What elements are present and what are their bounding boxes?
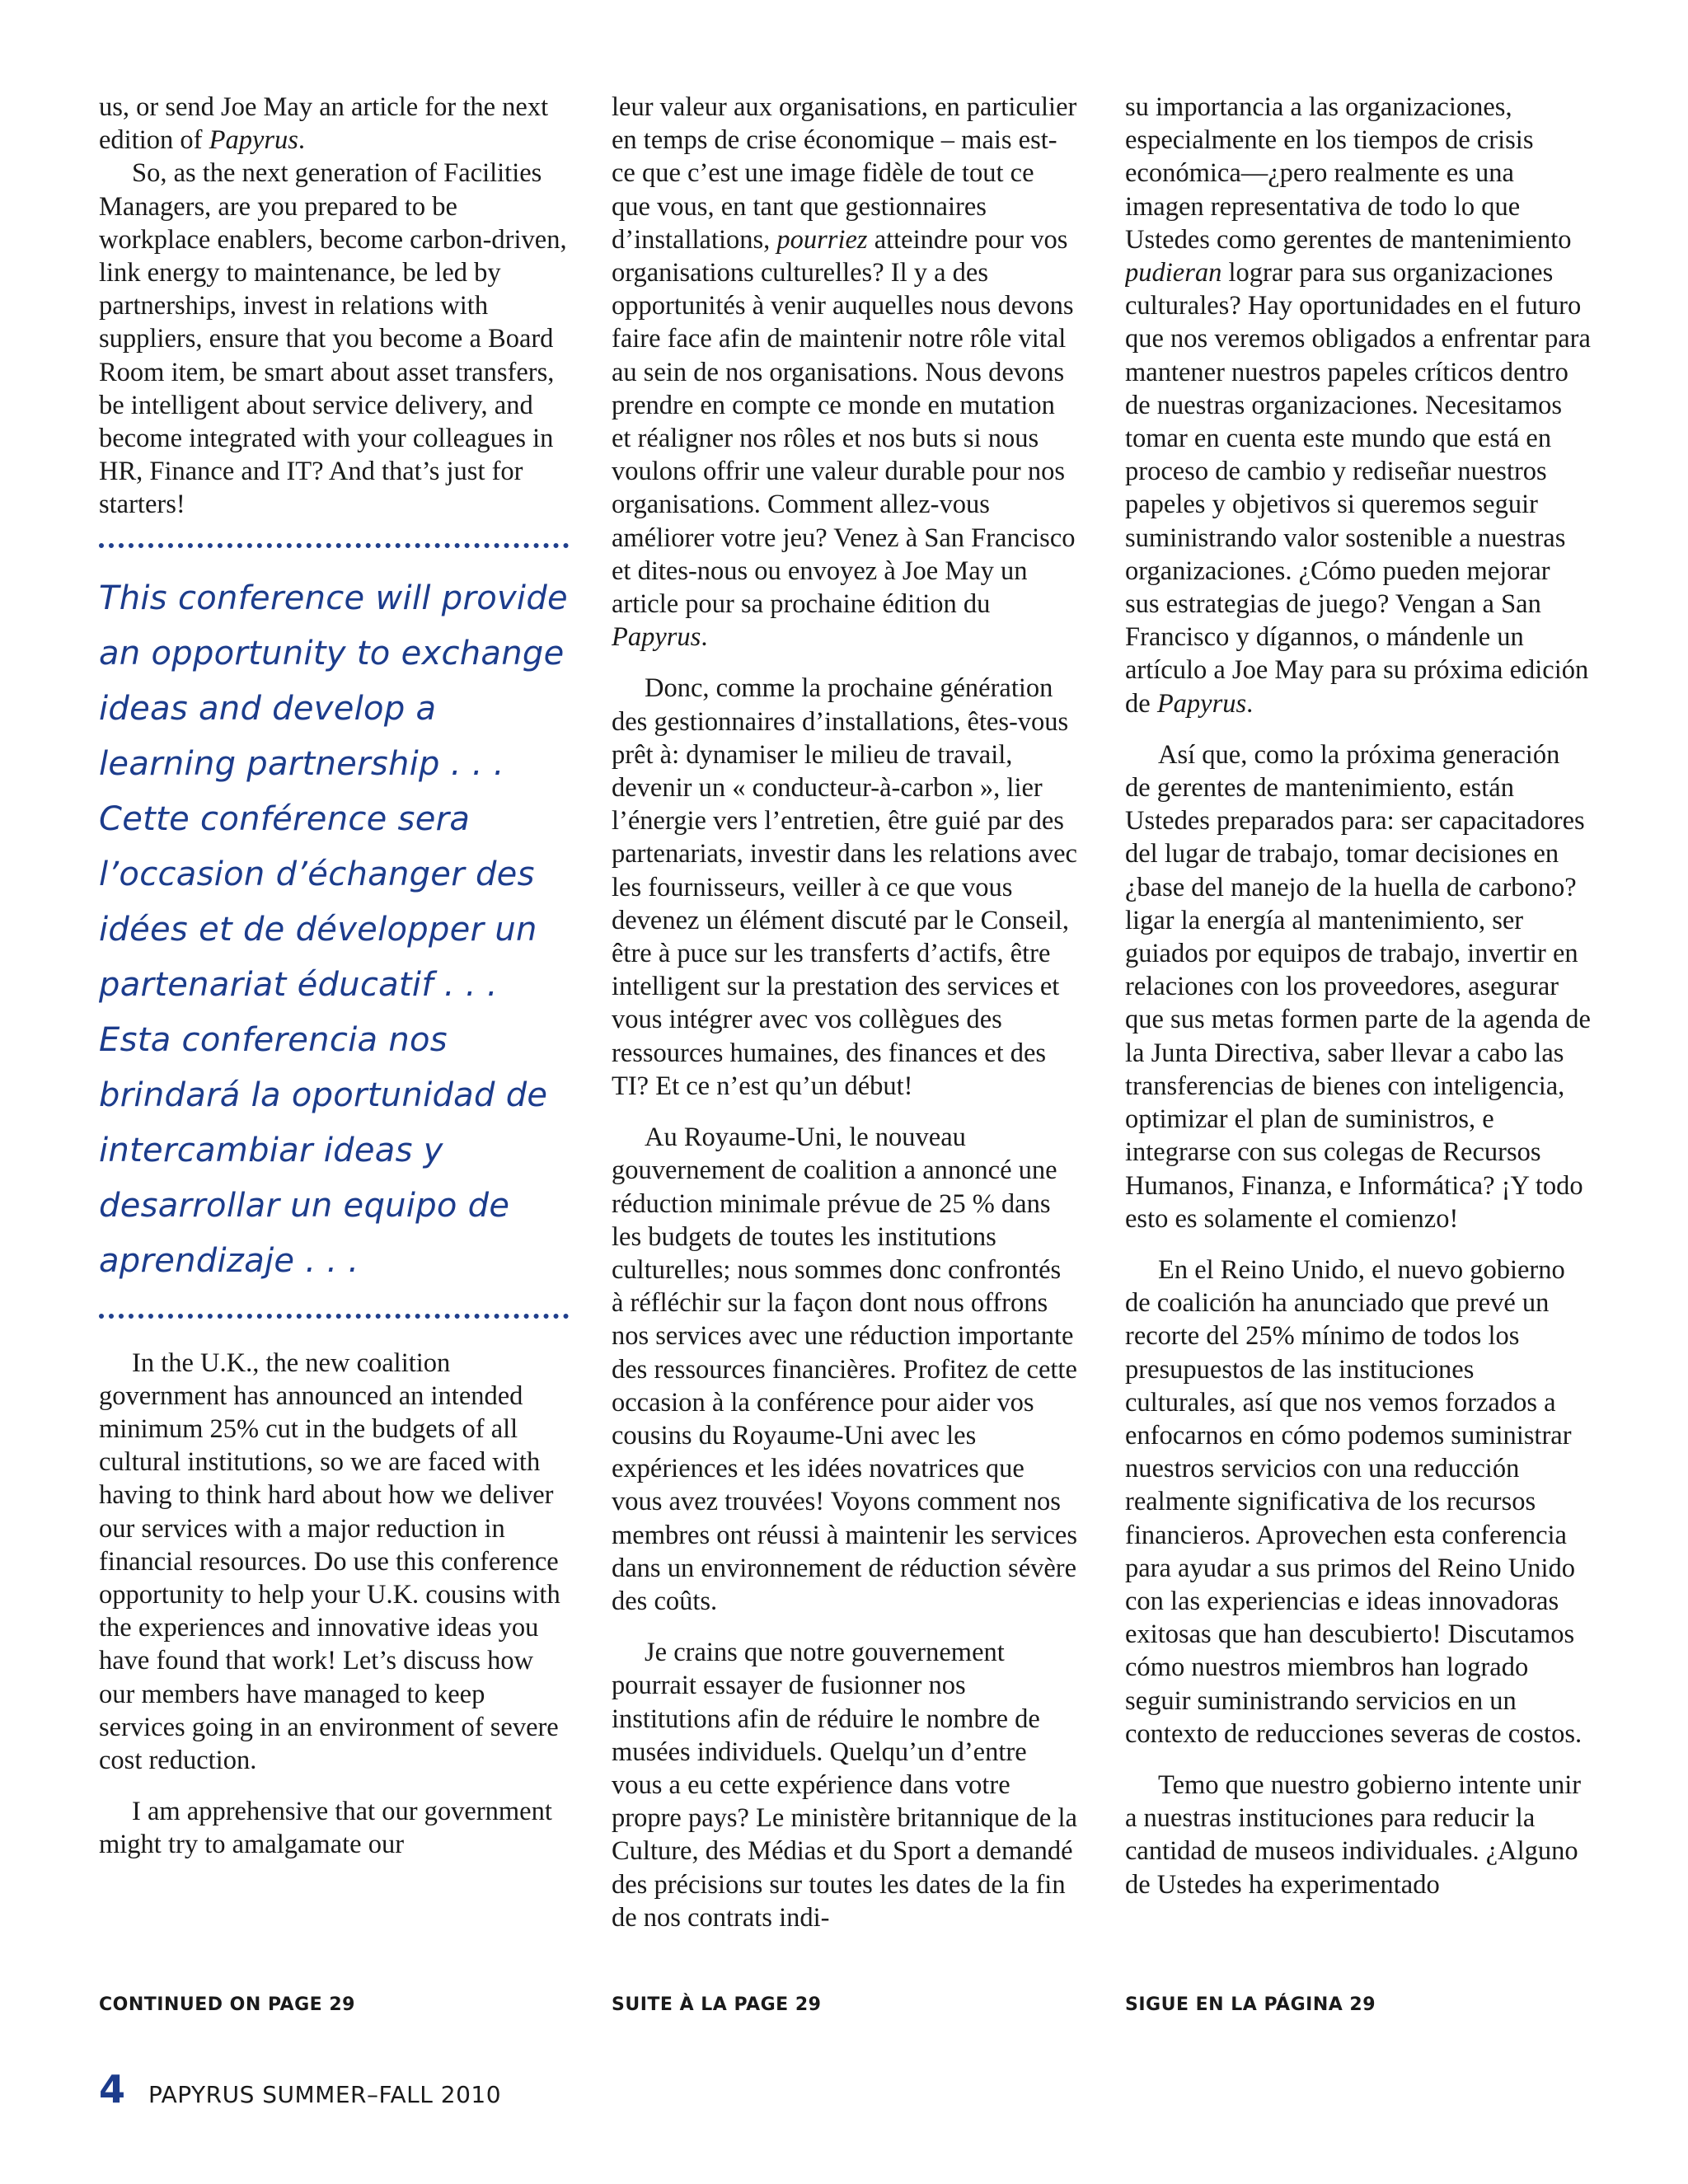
paragraph: En el Reino Unido, el nuevo gobierno de coalición ha anunciado que prevé un recorte del 25% mínimo de todos los presupuestos de las instituciones culturales, así que nos vemos forzados a enfocarnos en cómo podemos suministrar nuestros servicios con una reducción realmente significativa de los recursos financieros. Aprovechen esta conferencia para ayudar a sus primos del Reino Unido con las experiencias e ideas innovadoras exitosas que han descubierto! Discutamos cómo nuestros miembros han logrado seguir suministrando servicios en un contexto de reducciones severas de costos. [1125, 1254, 1582, 1749]
paragraph: So, as the next generation of Facilities Managers, are you prepared to be workplace enablers, become carbon-driven, link energy to maintenance, be led by partnerships, invest in relations with suppliers, ensure that you become a Board Room item, be smart about asset transfers, be intelligent about service delivery, and become integrated with your colleagues in HR, Finance and IT? And that’s just for starters! [99, 158, 567, 520]
page-number: 4 [99, 2067, 126, 2111]
pull-quote-french: Cette conférence sera l’occasion d’échanger des idées et de développer un partenariat éducatif . . . [99, 799, 537, 1004]
paragraph: Donc, comme la prochaine génération des gestionnaires d’installations, êtes-vous prêt à: dynamiser le milieu de travail, devenir un « conducteur-à-carbon », lier l’énergie vers l’entretien, être guié par des partenariats, investir dans les relations avec les fournisseurs, veiller à ce que vous devenez un élément discuté par le Conseil, être à puce sur les transferts d’actifs, être intelligent sur la prestation des services et vous intégrer avec vos collègues des ressources humaines, des finances et des TI? Et ce n’est qu’un début! [612, 673, 1077, 1101]
continued-label-spanish: SIGUE EN LA PÁGINA 29 [1125, 1994, 1376, 2015]
paragraph: I am apprehensive that our government might try to amalgamate our [99, 1797, 552, 1860]
paragraph: Temo que nuestro gobierno intente unir a nuestras instituciones para reducir la cantidad de museos individuales. ¿Alguno de Ustedes ha experimentado [1125, 1769, 1582, 1900]
paragraph: Así que, como la próxima generación de gerentes de mantenimiento, están Ustedes preparados para: ser capacitadores del lugar de trabajo, tomar decisiones en ¿base del manejo de la huella de carbono? ligar la energía al mantenimiento, ser guiados por equipos de trabajo, invertir en relaciones con los proveedores, asegurar que sus metas formen parte de la agenda de la Junta Directiva, saber llevar a cabo las transferencias de bienes con inteligencia, optimizar el plan de suministros, e integrarse con sus colegas de Recursos Humanos, Finanza, e Informática? ¡Y todo esto es solamente el comienzo! [1125, 739, 1591, 1234]
pull-quote-english: This conference will provide an opportunity to exchange ideas and develop a learning partnership . . . [99, 579, 568, 783]
continued-label-english: CONTINUED ON PAGE 29 [99, 1994, 355, 2015]
column-french [612, 91, 1077, 1934]
paragraph: leur valeur aux organisations, en particulier en temps de crise économique – mais est-ce que c’est une image fidèle de tout ce que vous, en tant que gestionnaires d’installations, pourriez atteindre pour vos organisations culturelles? Il y a des opportunités à venir auquelles nous devons faire face afin de maintenir notre rôle vital au sein de nos organisations. Nous devons prendre en compte ce monde en mutation et réaligner nos rôles et nos buts si nous voulons offrir une valeur durable pour nos organisations. Comment allez-vous améliorer votre jeu? Venez à San Francisco et dites-nous ou envoyez à Joe May un article pour sa prochaine édition du Papyrus. [612, 92, 1077, 653]
dotted-divider-top [99, 543, 569, 548]
paragraph: Au Royaume-Uni, le nouveau gouvernement de coalition a annoncé une réduction minimale prévue de 25 % dans les budgets de toutes les institutions culturelles; nous sommes donc confrontés à réfléchir sur la façon dont nous offrons nos services avec une réduction importante des ressources financières. Profitez de cette occasion à la conférence pour aider vos cousins du Royaume-Uni avec les expériences et les idées novatrices que vous avez trouvées! Voyons comment nos membres ont réussi à maintenir les services dans un environnement de réduction sévère des coûts. [612, 1122, 1077, 1616]
paragraph: us, or send Joe May an article for the next edition of Papyrus. [99, 92, 549, 156]
paragraph: Je crains que notre gouvernement pourrait essayer de fusionner nos institutions afin de réduire le nombre de musées individuels. Quelqu’un d’entre vous a eu cette expérience dans votre propre pays? Le ministère britannique de la Culture, des Médias et du Sport a demandé des précisions sur toutes les dates de la fin de nos contrats indi- [612, 1638, 1077, 1933]
column-spanish [1125, 91, 1591, 1901]
continued-label-french: SUITE À LA PAGE 29 [612, 1994, 822, 2015]
paragraph: su importancia a las organizaciones, especialmente en los tiempos de crisis económica—¿pero realmente es una imagen representativa de todo lo que Ustedes como gerentes de mantenimiento pudieran lograr para sus organizaciones culturales? Hay oportunidades en el futuro que nos veremos obligados a enfrentar para mantener nuestros papeles críticos dentro de nuestras organizaciones. Necesitamos tomar en cuenta este mundo que está en proceso de cambio y rediseñar nuestros papeles y objetivos si queremos seguir suministrando valor sostenible a nuestras organizaciones. ¿Cómo pueden mejorar sus estrategias de juego? Vengan a San Francisco y dígannos, o mándenle un artículo a Joe May para su próxima edición de Papyrus. [1125, 92, 1591, 719]
page-footer [99, 2067, 501, 2111]
dotted-divider-bottom [99, 1314, 569, 1319]
publication-issue: PAPYRUS SUMMER–FALL 2010 [148, 2081, 502, 2108]
column-english [99, 91, 569, 1862]
pull-quote-spanish: Esta conferencia nos brindará la oportunidad de intercambiar ideas y desarrollar un equipo de aprendizaje . . . [99, 1020, 548, 1280]
paragraph: In the U.K., the new coalition government has announced an intended minimum 25% cut in the budgets of all cultural institutions, so we are faced with having to think hard about how we deliver our services with a major reduction in financial resources. Do use this conference opportunity to help your U.K. cousins with the experiences and innovative ideas you have found that work! Let’s discuss how our members have managed to keep services going in an environment of severe cost reduction. [99, 1347, 560, 1776]
